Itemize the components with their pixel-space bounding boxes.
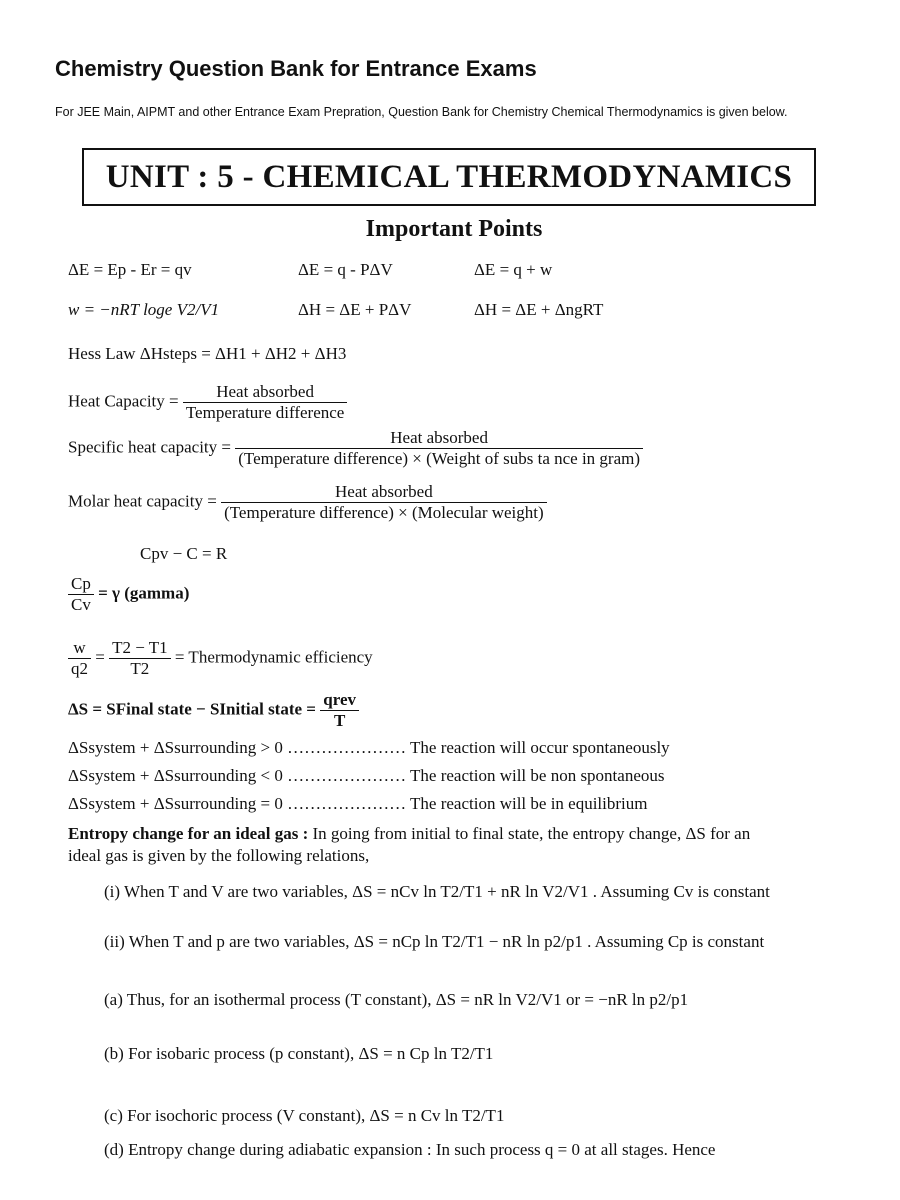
heat-capacity-fraction <box>183 382 347 423</box>
specific-heat-formula <box>68 428 643 469</box>
page-title: Chemistry Question Bank for Entrance Exams <box>55 56 537 81</box>
eq-delta-e-q-w: ΔE = q + w <box>474 260 553 279</box>
eq-delta-e-q-pdv: ΔE = q - PΔV <box>298 260 393 279</box>
eq-work-isothermal: w = −nRT loge V2/V1 <box>68 300 220 319</box>
gamma-denominator: Cv <box>68 594 94 615</box>
case-b-isobaric: (b) For isobaric process (p constant), ΔS = n Cp ln T2/T1 <box>104 1044 494 1063</box>
molar-heat-label: Molar heat capacity = <box>68 491 217 511</box>
cut-off-line <box>64 1140 844 1159</box>
case-a-isothermal: (a) Thus, for an isothermal process (T constant), ΔS = nR ln V2/V1 or = −nR ln p2/p1 <box>104 990 689 1009</box>
ideal-gas-text-2: ideal gas is given by the following relations, <box>68 846 370 865</box>
molar-heat-denominator: (Temperature difference) × (Molecular weight) <box>221 502 547 523</box>
spontaneity-negative: ΔSsystem + ΔSsurrounding < 0 ………………… The reaction will be non spontaneous <box>68 766 665 785</box>
specific-heat-label: Specific heat capacity = <box>68 437 231 457</box>
case-c-isochoric: (c) For isochoric process (V constant), ΔS = n Cv ln T2/T1 <box>104 1106 505 1125</box>
case-i: (i) When T and V are two variables, ΔS = nCv ln T2/T1 + nR ln V2/V1 . Assuming Cv is constant <box>104 882 770 901</box>
entropy-definition-denominator: T <box>320 710 359 731</box>
efficiency-rhs-denominator: T2 <box>109 658 171 679</box>
efficiency-rhs <box>109 638 171 679</box>
molar-heat-formula <box>68 482 547 523</box>
efficiency-lhs-numerator: w <box>73 638 86 657</box>
eq-cp-minus-cv: Cpv − C = R <box>140 544 228 563</box>
spontaneity-zero: ΔSsystem + ΔSsurrounding = 0 ………………… The reaction will be in equilibrium <box>68 794 648 813</box>
eq-delta-e-qv: ΔE = Ep - Er = qv <box>68 260 192 279</box>
entropy-definition-fraction <box>320 690 359 731</box>
unit-title-box <box>82 148 816 206</box>
heat-capacity-label: Heat Capacity = <box>68 391 179 411</box>
heat-capacity-denominator: Temperature difference <box>183 402 347 423</box>
entropy-definition-numerator: qrev <box>323 690 356 709</box>
specific-heat-fraction <box>235 428 643 469</box>
intro-text: For JEE Main, AIPMT and other Entrance Exam Prepration, Question Bank for Chemistry Chemical Thermodynamics is given below. <box>55 105 788 119</box>
gamma-fraction <box>68 574 94 615</box>
case-ii: (ii) When T and p are two variables, ΔS = nCp ln T2/T1 − nR ln p2/p1 . Assuming Cp is constant <box>104 932 765 951</box>
ideal-gas-text-1: In going from initial to final state, the entropy change, ΔS for an <box>308 824 751 843</box>
entropy-definition <box>68 690 359 731</box>
efficiency-lhs-denominator: q2 <box>68 658 91 679</box>
ideal-gas-line-1 <box>68 824 750 844</box>
section-title: Important Points <box>365 216 543 242</box>
efficiency-label: = Thermodynamic efficiency <box>174 647 373 667</box>
gamma-rhs: = γ (gamma) <box>98 583 190 603</box>
molar-heat-fraction <box>221 482 547 523</box>
eq-hess-law: Hess Law ΔHsteps = ΔH1 + ΔH2 + ΔH3 <box>68 344 347 363</box>
equals-sign: = <box>95 647 105 667</box>
entropy-definition-lhs: ΔS = SFinal state − SInitial state = <box>68 699 316 719</box>
gamma-formula <box>68 574 189 615</box>
heat-capacity-formula <box>68 382 347 423</box>
heat-capacity-numerator: Heat absorbed <box>216 382 314 401</box>
scanned-notes <box>64 146 844 1159</box>
spontaneity-positive: ΔSsystem + ΔSsurrounding > 0 ………………… The reaction will occur spontaneously <box>68 738 670 757</box>
ideal-gas-heading: Entropy change for an ideal gas : <box>68 824 309 843</box>
efficiency-formula <box>68 638 373 679</box>
efficiency-rhs-numerator: T2 − T1 <box>112 638 168 657</box>
case-d-adiabatic: (d) Entropy change during adiabatic expansion : In such process q = 0 at all stages. Hence <box>104 1140 716 1159</box>
eq-delta-h-pdv: ΔH = ΔE + PΔV <box>298 300 412 319</box>
specific-heat-denominator: (Temperature difference) × (Weight of subs ta nce in gram) <box>235 448 643 469</box>
efficiency-lhs <box>68 638 91 679</box>
gamma-numerator: Cp <box>71 574 91 593</box>
eq-delta-h-ngrt: ΔH = ΔE + ΔngRT <box>474 300 604 319</box>
unit-title: UNIT : 5 - CHEMICAL THERMODYNAMICS <box>105 159 793 195</box>
specific-heat-numerator: Heat absorbed <box>390 428 488 447</box>
molar-heat-numerator: Heat absorbed <box>335 482 433 501</box>
